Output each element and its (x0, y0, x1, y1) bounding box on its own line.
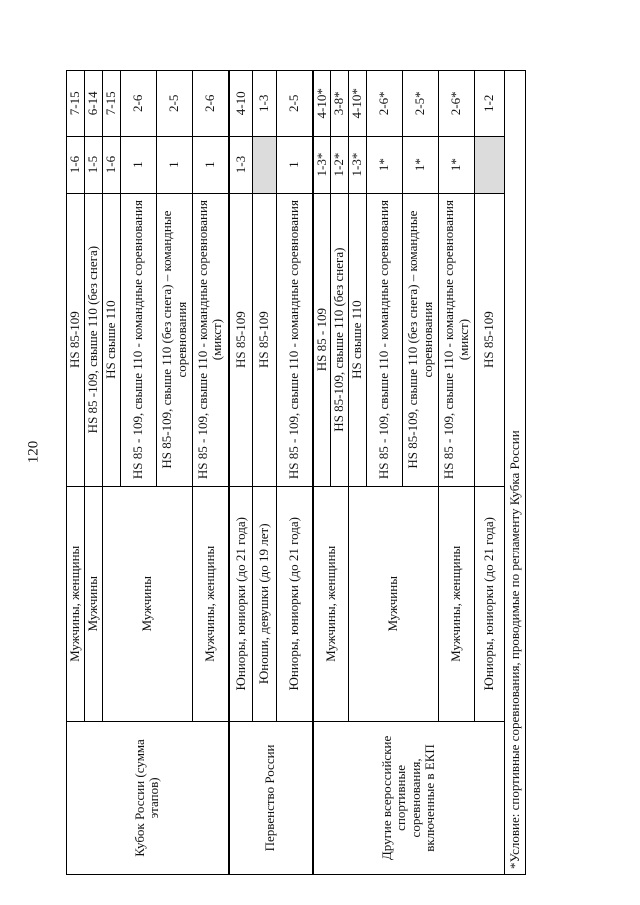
place-range-1: 1* (403, 136, 439, 193)
discipline-cell: HS 85-109 (229, 193, 253, 486)
participants-cell: Юноши, девушки (до 19 лет) (253, 486, 277, 721)
discipline-cell: HS свыше 110 (349, 193, 367, 486)
place-range-1 (253, 136, 277, 193)
event-name: Другие всероссийские спортивные соревнования, включенные в ЕКП (313, 721, 505, 874)
place-range-2: 4-10* (349, 71, 367, 137)
discipline-cell: HS 85 - 109, свыше 110 - командные соревнования (277, 193, 313, 486)
event-name: Первенство России (229, 721, 313, 874)
place-range-1: 1-3* (313, 136, 331, 193)
place-range-2: 2-5 (277, 71, 313, 137)
place-range-1: 1 (121, 136, 157, 193)
place-range-1: 1-3 (229, 136, 253, 193)
participants-cell: Мужчины, женщины (313, 486, 349, 721)
participants-cell: Мужчины, женщины (439, 486, 475, 721)
discipline-cell: HS 85-109 (67, 193, 85, 486)
page-number: 120 (25, 440, 42, 464)
place-range-2: 2-6 (121, 71, 157, 137)
discipline-cell: HS 85 -109, свыше 110 (без снега) (85, 193, 103, 486)
discipline-cell: HS 85-109, свыше 110 (без снега) – командные соревнования (403, 193, 439, 486)
participants-cell: Мужчины (85, 486, 103, 721)
footnote-row (505, 71, 526, 875)
place-range-1: 1-5 (85, 136, 103, 193)
place-range-1: 1 (157, 136, 193, 193)
discipline-cell: HS 85-109, свыше 110 (без снега) (331, 193, 349, 486)
event-name: Кубок России (сумма этапов) (67, 721, 229, 874)
place-range-2: 2-5* (403, 71, 439, 137)
discipline-cell: HS свыше 110 (103, 193, 121, 486)
participants-cell: Мужчины, женщины (193, 486, 229, 721)
place-range-2: 6-14 (85, 71, 103, 137)
discipline-cell: HS 85-109 (475, 193, 505, 486)
table-row (67, 71, 85, 875)
participants-cell: Мужчины (103, 486, 193, 721)
place-range-2: 2-6* (367, 71, 403, 137)
participants-cell: Мужчины (349, 486, 439, 721)
discipline-cell: HS 85 - 109 (313, 193, 331, 486)
discipline-cell: HS 85 - 109, свыше 110 - командные соревнования (микст) (439, 193, 475, 486)
place-range-2: 4-10 (229, 71, 253, 137)
table-row (229, 71, 253, 875)
place-range-2: 7-15 (103, 71, 121, 137)
place-range-1: 1-6 (103, 136, 121, 193)
place-range-1: 1 (193, 136, 229, 193)
participants-cell: Мужчины, женщины (67, 486, 85, 721)
participants-cell: Юниоры, юниорки (до 21 года) (277, 486, 313, 721)
discipline-cell: HS 85-109 (253, 193, 277, 486)
place-range-2: 2-6 (193, 71, 229, 137)
place-range-1: 1-6 (67, 136, 85, 193)
table-row (313, 71, 331, 875)
participants-cell: Юниоры, юниорки (до 21 года) (475, 486, 505, 721)
participants-cell: Юниоры, юниорки (до 21 года) (229, 486, 253, 721)
place-range-2: 7-15 (67, 71, 85, 137)
discipline-cell: HS 85 - 109, свыше 110 - командные соревнования (367, 193, 403, 486)
discipline-cell: HS 85 - 109, свыше 110 - командные соревнования (микст) (193, 193, 229, 486)
discipline-cell: HS 85-109, свыше 110 (без снега) – командные соревнования (157, 193, 193, 486)
discipline-cell: HS 85 - 109, свыше 110 - командные соревнования (121, 193, 157, 486)
rotated-page (66, 70, 520, 875)
place-range-2: 1-3 (253, 71, 277, 137)
place-range-1: 1 (277, 136, 313, 193)
place-range-2: 1-2 (475, 71, 505, 137)
place-range-2: 3-8* (331, 71, 349, 137)
place-range-2: 4-10* (313, 71, 331, 137)
place-range-1: 1* (367, 136, 403, 193)
footnote: *Условие: спортивные соревнования, проводимые по регламенту Кубка России (505, 71, 526, 875)
place-range-1: 1* (439, 136, 475, 193)
place-range-2: 2-5 (157, 71, 193, 137)
place-range-1 (475, 136, 505, 193)
place-range-1: 1-2* (331, 136, 349, 193)
sports-ranking-table (66, 70, 526, 875)
place-range-2: 2-6* (439, 71, 475, 137)
table-body (67, 71, 526, 875)
place-range-1: 1-3* (349, 136, 367, 193)
